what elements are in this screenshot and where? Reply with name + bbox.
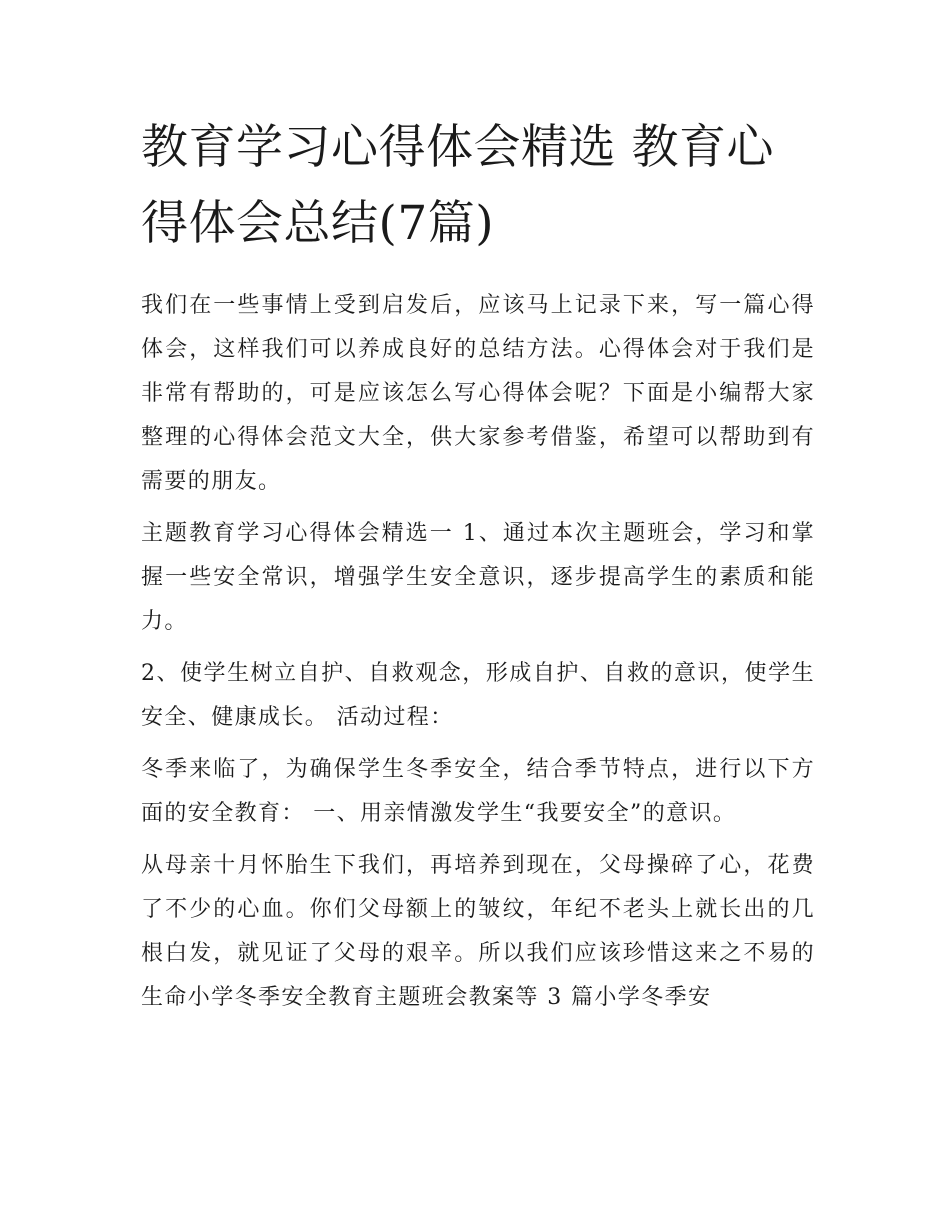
document-body <box>141 110 815 1028</box>
paragraph-2: 2、使学生树立自护、自救观念，形成自护、自救的意识，使学生安全、健康成长。 活动过程： <box>141 661 815 730</box>
title-line-1: 教育学习心得体会精选 教育心 <box>141 120 774 175</box>
title-line-2: 得体会总结(7篇) <box>141 196 495 251</box>
paragraph-intro: 我们在一些事情上受到启发后，应该马上记录下来，写一篇心得体会，这样我们可以养成良好的总结方法。心得体会对于我们是非常有帮助的，可是应该怎么写心得体会呢？下面是小编帮大家整理的心得体会范文大全，供大家参考借鉴，希望可以帮助到有需要的朋友。 <box>141 293 815 494</box>
document-title <box>141 110 815 262</box>
paragraph-3: 冬季来临了，为确保学生冬季安全，结合季节特点，进行以下方面的安全教育： 一、用亲情激发学生“我要安全”的意识。 <box>141 757 815 826</box>
paragraph-1: 主题教育学习心得体会精选一 1、通过本次主题班会，学习和掌握一些安全常识，增强学生安全意识，逐步提高学生的素质和能力。 <box>141 521 815 634</box>
paragraph-4: 从母亲十月怀胎生下我们，再培养到现在，父母操碎了心，花费了不少的心血。你们父母额上的皱纹，年纪不老头上就长出的几根白发，就见证了父母的艰辛。所以我们应该珍惜这来之不易的生命小学冬季安全教育主题班会教案等 3 篇小学冬季安 <box>141 853 815 1010</box>
